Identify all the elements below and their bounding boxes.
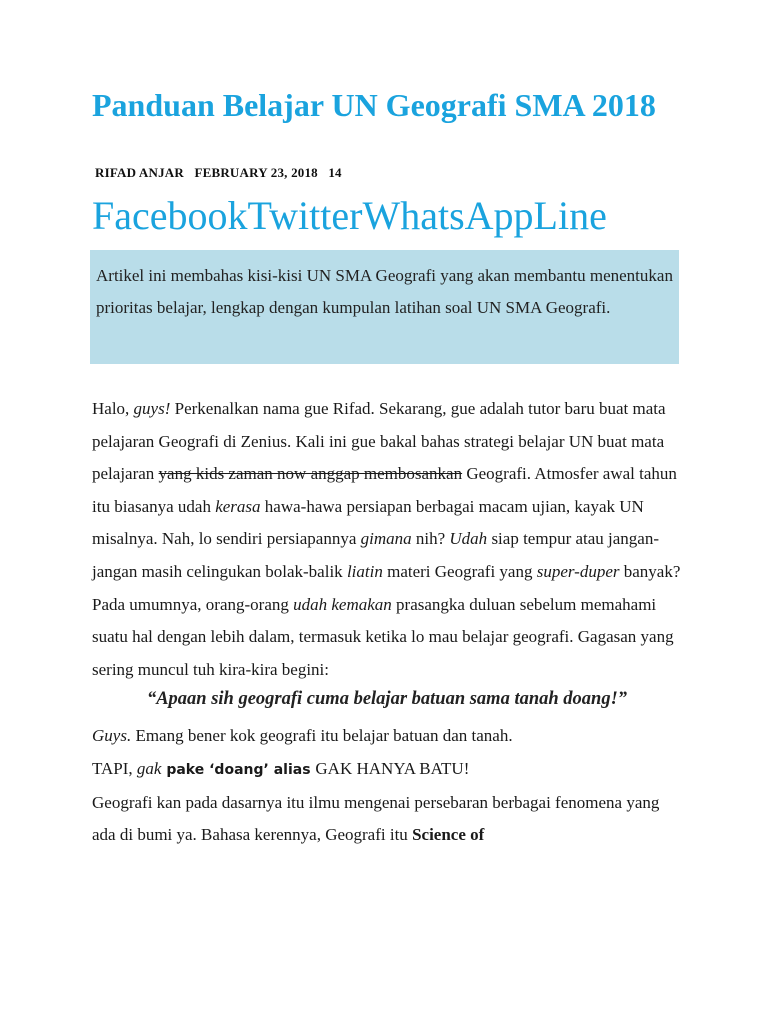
- text: Pada umumnya, orang-orang: [92, 594, 294, 614]
- text: hawa-hawa persiapan berbagai macam ujian, kayak UN misalnya. Nah, lo sendiri persiapannya: [92, 496, 644, 549]
- emphasis: kerasa: [215, 496, 261, 516]
- paragraph-2: [92, 589, 682, 687]
- share-twitter-link[interactable]: Twitter: [247, 193, 363, 238]
- text: Halo,: [92, 399, 134, 418]
- strikethrough-text: yang kids zaman now anggap membosankan: [158, 464, 463, 484]
- text: materi Geografi yang: [382, 561, 537, 581]
- paragraph-3: [92, 720, 682, 753]
- emphasis: liatin: [346, 561, 383, 581]
- emphasis: gimana: [360, 529, 412, 549]
- share-facebook-link[interactable]: Facebook: [92, 193, 248, 238]
- emphasis: super-duper: [536, 561, 620, 581]
- text: banyak?: [619, 561, 681, 581]
- text: TAPI,: [92, 758, 137, 778]
- pull-quote: “Apaan sih geografi cuma belajar batuan sama tanah doang!”: [146, 689, 628, 710]
- text: Geografi. Atmosfer awal tahun itu biasanya udah: [92, 464, 677, 516]
- emphasis: Guys.: [92, 726, 132, 746]
- paragraph-5: [92, 787, 682, 852]
- text: Emang bener kok geografi itu belajar batuan dan tanah.: [131, 726, 513, 746]
- comment-count[interactable]: 14: [328, 165, 342, 180]
- article-summary-box: Artikel ini membahas kisi-kisi UN SMA Geografi yang akan membantu menentukan prioritas belajar, lengkap dengan kumpulan latihan soal UN SMA Geografi.: [90, 250, 679, 364]
- article-meta: [95, 165, 349, 181]
- emphasis: Udah: [449, 529, 488, 549]
- emphasis: guys!: [133, 399, 171, 418]
- bold-text: Science of: [412, 825, 485, 845]
- article-body: [92, 393, 682, 852]
- intro-paragraph: [92, 393, 682, 589]
- paragraph-4: [92, 753, 682, 787]
- text: nih?: [411, 529, 450, 549]
- bold-text: pake ‘doang’ alias: [161, 761, 316, 778]
- share-whatsapp-link[interactable]: WhatsApp: [362, 193, 534, 238]
- emphasis: udah kemakan: [293, 594, 392, 614]
- emphasis: gak: [136, 758, 162, 778]
- text: siap tempur atau jangan-jangan masih celingukan bolak-balik: [92, 529, 660, 581]
- share-line-link[interactable]: Line: [533, 193, 607, 238]
- text: Perkenalkan nama gue Rifad. Sekarang, gue adalah tutor baru buat mata pelajaran Geografi di Zenius. Kali ini gue bakal bahas strategi belajar UN buat mata pelajaran: [92, 399, 666, 484]
- text: GAK HANYA BATU!: [315, 758, 470, 778]
- post-date: FEBRUARY 23, 2018: [194, 165, 318, 180]
- article-title: Panduan Belajar UN Geografi SMA 2018: [92, 87, 656, 123]
- author-link[interactable]: RIFAD ANJAR: [95, 165, 184, 180]
- text: prasangka duluan sebelum memahami suatu hal dengan lebih dalam, termasuk ketika lo mau belajar geografi. Gagasan yang sering muncul tuh kira-kira begini:: [92, 594, 674, 679]
- text: Geografi kan pada dasarnya itu ilmu mengenai persebaran berbagai fenomena yang ada di bumi ya. Bahasa kerennya, Geografi itu: [92, 792, 660, 845]
- share-links: [92, 192, 607, 240]
